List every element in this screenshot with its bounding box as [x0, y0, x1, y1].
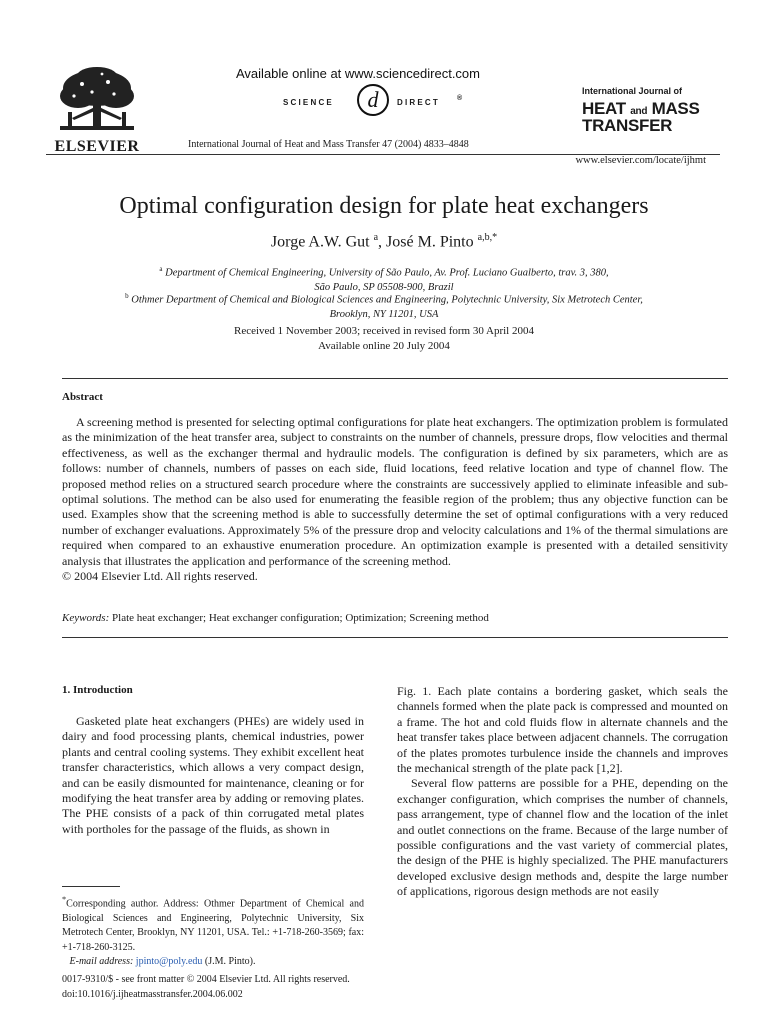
journal-logo-line3: TRANSFER — [582, 116, 673, 135]
sciencedirect-right-word: DIRECT — [397, 98, 440, 107]
doi-link[interactable]: doi:10.1016/j.ijheatmasstransfer.2004.06.002 — [62, 988, 243, 1000]
front-matter — [62, 973, 350, 1002]
affiliation-a-line1: Department of Chemical Engineering, University of São Paulo, Av. Prof. Luciano Gualberto, trav. 3, 380, — [165, 267, 609, 279]
right-column-paragraph-1: Fig. 1. Each plate contains a bordering gasket, which seals the channels formed when the plate pack is compressed and mounted on a frame. The hot and cold fluids flow in alternate channels and the heat transfer takes place between adjacent channels. The corrugation of the plates promotes turbulence inside the channels and improves the mechanical strength of the plate pack [1,2]. — [397, 684, 728, 776]
abstract-bottom-divider — [62, 637, 728, 638]
keywords-list: Plate heat exchanger; Heat exchanger configuration; Optimization; Screening method — [112, 612, 489, 624]
footnote-text: Corresponding author. Address: Othmer Department of Chemical and Biological Sciences and Engineering, Polytechnic University, Six Metrotech Center, Brooklyn, NY 11201, USA. Tel.: +1-718-260-3569; fax: +1-718-260-3125. — [62, 898, 364, 953]
author-1[interactable]: Jorge A.W. Gut — [270, 233, 370, 251]
author-separator: , — [378, 233, 387, 251]
author-2-affiliation: a,b,* — [477, 232, 498, 243]
author-1-affiliation: a — [373, 232, 379, 243]
footnote-divider — [62, 886, 120, 887]
article-title: Optimal configuration design for plate heat exchangers — [119, 193, 649, 219]
email-link[interactable]: jpinto@poly.edu — [135, 956, 203, 968]
keywords-line — [62, 612, 489, 624]
left-column-paragraph: Gasketed plate heat exchangers (PHEs) are widely used in dairy and food processing plants, chemical industries, power plants and central cooling systems. They exhibit excellent heat transfer characteristics, which allows a very compact design, and can be easily dismounted for maintenance, cleaning or for modifying the heat transfer area by adding or removing plates. The PHE consists of a pack of thin corrugated metal plates with portholes for the passage of the fluids, as shown in — [62, 714, 364, 836]
keywords-label: Keywords: — [62, 612, 110, 624]
elsevier-tree-logo — [52, 66, 142, 145]
abstract-text: A screening method is presented for selecting optimal configurations for plate heat exchangers. The optimization problem is formulated as the minimization of the heat transfer area, subject to constraints on the number of channels, pressure drops, flow velocities and thermal effectiveness, as well as the exchanger thermal and hydraulic models. The configuration is defined by six parameters, which are as follows: number of channels, numbers of passes on each side, fluid locations, feed relative location and type of channel flow. The proposed method relies on a structured search procedure where the constraints are successively applied to eliminate infeasible and sub-optimal solutions. The method can be also used for enumerating the feasible region of the problem; thus any objective function can be used. Examples show that the screening method is able to successfully determine the set of optimal configurations with a very reduced number of exchanger evaluations. Approximately 5% of the pressure drop and velocity calculations and 1% of the thermal simulations are required when compared to an exhaustive enumeration procedure. An optimization example is presented with a detailed sensitivity analysis that illustrates the application and performance of the screening method. — [62, 415, 728, 568]
affiliation-b-mark: b — [125, 292, 129, 300]
publisher-name: ELSEVIER — [54, 138, 140, 155]
svg-text:d: d — [367, 87, 379, 112]
affiliation-a-line2: São Paulo, SP 05508-900, Brazil — [314, 281, 454, 293]
abstract-heading: Abstract — [62, 391, 103, 403]
affiliation-b-line2: Brooklyn, NY 11201, USA — [329, 308, 439, 320]
journal-logo-and: and — [630, 106, 648, 117]
author-2[interactable]: José M. Pinto — [386, 233, 474, 251]
abstract-body — [62, 415, 728, 584]
footnote — [62, 893, 364, 970]
journal-url-link[interactable]: www.elsevier.com/locate/ijhmt — [575, 155, 706, 166]
affiliation-b-line1: Othmer Department of Chemical and Biological Sciences and Engineering, Polytechnic University, Six Metrotech Center, — [131, 294, 643, 306]
affiliation-b — [60, 289, 708, 322]
right-column — [397, 684, 728, 900]
email-owner: (J.M. Pinto). — [204, 956, 256, 968]
right-column-paragraph-2: Several flow patterns are possible for a PHE, depending on the exchanger configuration, which comprises the number of channels, pass arrangement, type of channel flow and the location of the inlet and outlet connections on the frame. Because of the large number of possible configurations and the vast variety of commercial plates, the design of the PHE is highly specialized. The PHE manufacturers developed exclusive design methods and, despite the large number of applications, rigorous design methods are not easily — [397, 776, 728, 899]
available-online-text: Available online at www.sciencedirect.com — [236, 66, 480, 81]
issn-copyright: 0017-9310/$ - see front matter © 2004 Elsevier Ltd. All rights reserved. — [62, 974, 350, 985]
journal-citation: International Journal of Heat and Mass Transfer 47 (2004) 4833–4848 — [188, 139, 469, 150]
journal-logo-heat: HEAT — [582, 99, 626, 118]
journal-logo-mass: MASS — [651, 99, 700, 118]
abstract-top-divider — [62, 378, 728, 379]
available-online-date: Available online 20 July 2004 — [318, 339, 450, 352]
dates-block — [0, 324, 768, 353]
abstract-copyright: © 2004 Elsevier Ltd. All rights reserved. — [62, 569, 258, 584]
sciencedirect-logo — [283, 82, 513, 118]
footnote-mark: * — [62, 895, 67, 904]
sciencedirect-d-icon — [355, 82, 391, 123]
journal-logo-line1: International Journal of — [582, 86, 683, 96]
affiliation-a-mark: a — [159, 265, 163, 273]
section-heading-introduction: 1. Introduction — [62, 684, 133, 696]
received-dates: Received 1 November 2003; received in revised form 30 April 2004 — [234, 325, 534, 337]
email-label: E-mail address: — [69, 956, 134, 968]
sciencedirect-left-word: SCIENCE — [283, 98, 334, 107]
registered-mark: ® — [457, 95, 463, 102]
author-line — [0, 232, 768, 251]
